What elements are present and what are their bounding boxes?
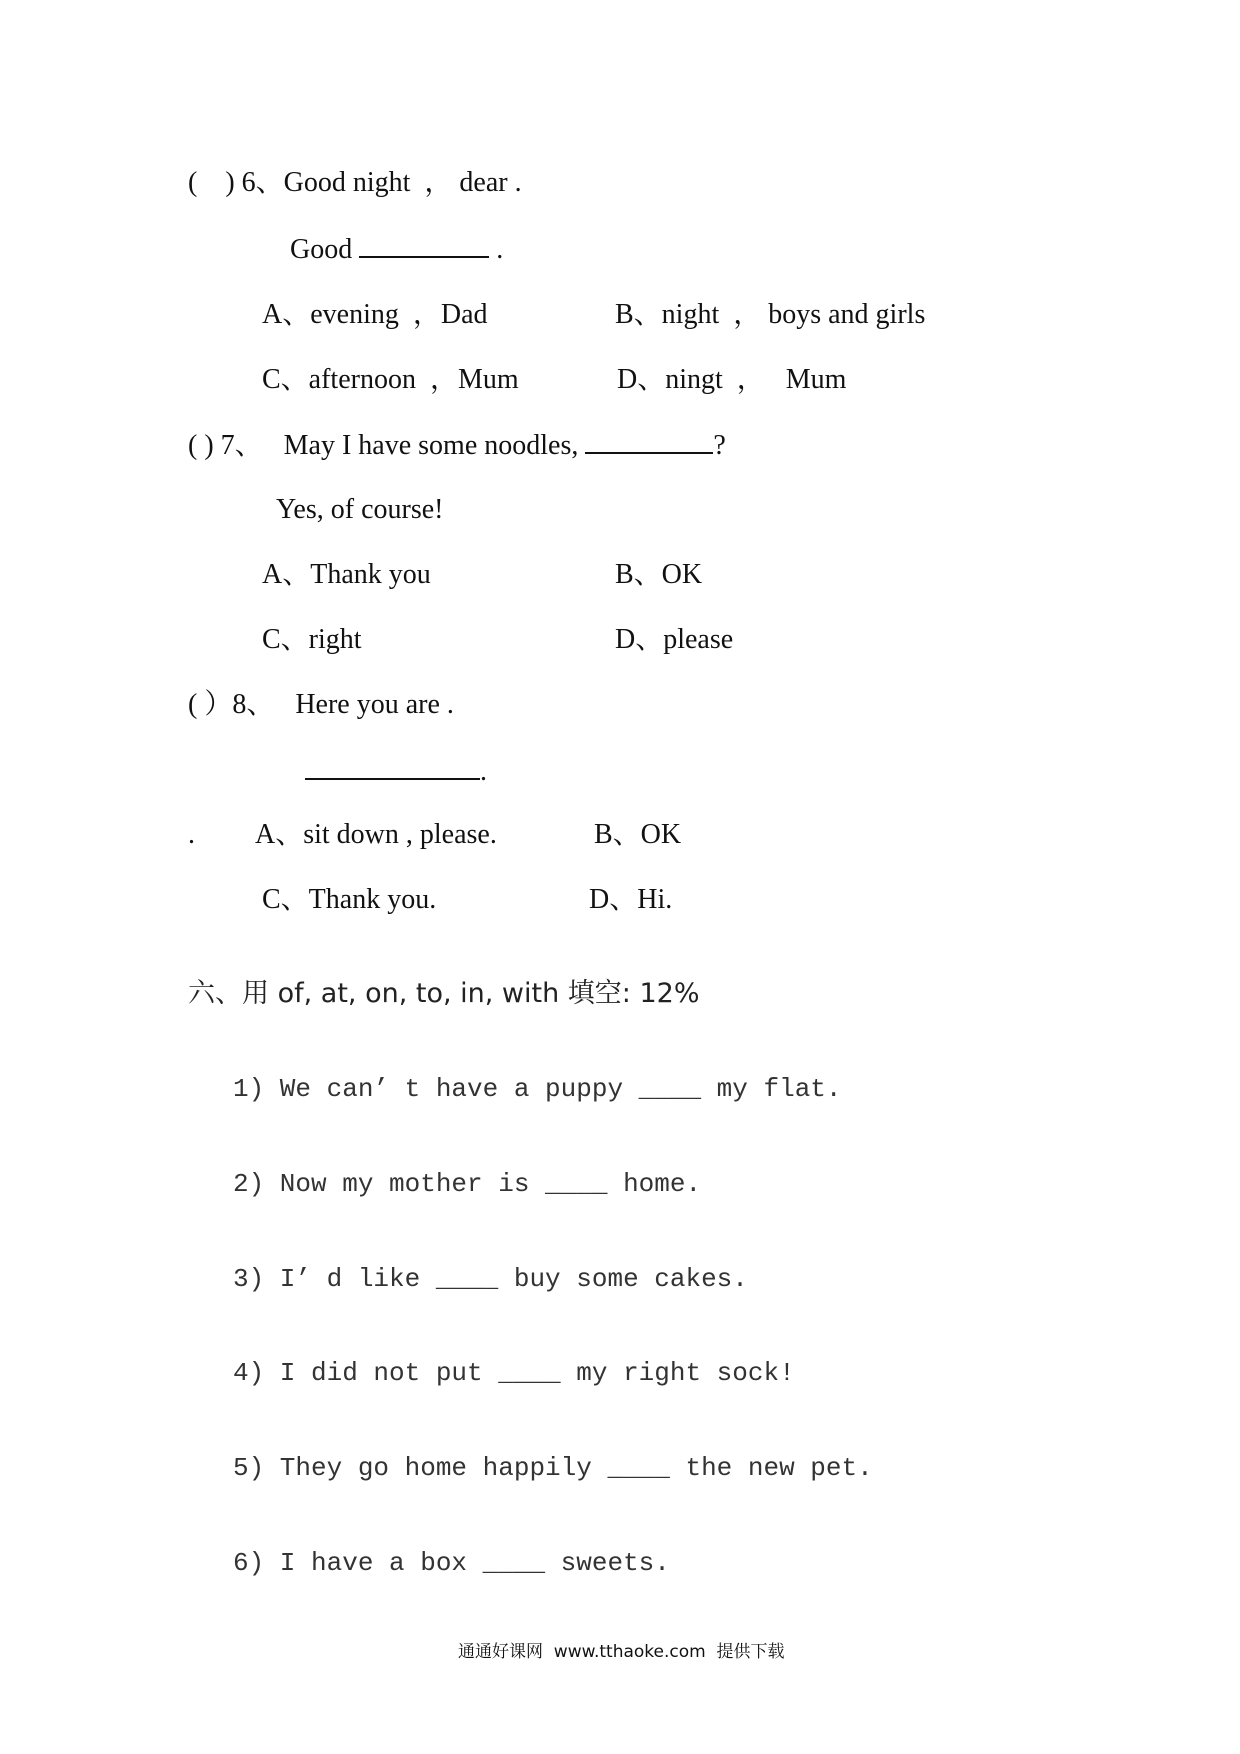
q6-stem: ( ) 6、Good night ， dear . <box>188 167 522 198</box>
q8-option-a: A、sit down , please. <box>255 819 497 850</box>
q6-answer-blank[interactable] <box>359 232 489 258</box>
q8-option-c: C、Thank you. <box>262 884 437 915</box>
q7-stem-text: ( ) 7、 May I have some noodles, <box>188 430 586 461</box>
q6-option-a: A、evening ，Dad <box>262 299 488 330</box>
q8-option-d: D、Hi. <box>589 884 673 915</box>
q8-dot: . <box>188 819 195 850</box>
q6-reply-prefix: Good <box>290 234 353 265</box>
fill-item-4: 4) I did not put ____ my right sock! <box>233 1358 795 1388</box>
fill-item-2: 2) Now my mother is ____ home. <box>233 1169 702 1199</box>
q6-option-c: C、afternoon ，Mum <box>262 364 519 395</box>
q7-reply: Yes, of course! <box>276 494 444 525</box>
q6-reply-suffix: . <box>489 234 504 265</box>
q7-stem-suffix: ? <box>713 430 726 461</box>
fill-item-5: 5) They go home happily ____ the new pet. <box>233 1453 873 1483</box>
fill-item-6: 6) I have a box ____ sweets. <box>233 1548 670 1578</box>
q6-option-b: B、night ， boys and girls <box>615 299 926 330</box>
section-six-heading: 六、用 of, at, on, to, in, with 填空: 12% <box>188 978 700 1009</box>
q7-option-b: B、OK <box>615 559 703 590</box>
fill-item-3: 3) I’ d like ____ buy some cakes. <box>233 1264 748 1294</box>
q8-answer-blank[interactable] <box>305 754 480 780</box>
q6-option-d: D、ningt ， Mum <box>617 364 847 395</box>
q8-reply-suffix: . <box>480 756 487 787</box>
page-footer: 通通好课网 www.tthaoke.com 提供下载 <box>458 1642 785 1662</box>
q7-option-d: D、please <box>615 624 734 655</box>
q8-reply <box>305 754 487 789</box>
q6-reply <box>290 232 503 267</box>
q7-stem <box>188 428 726 463</box>
q7-option-a: A、Thank you <box>262 559 431 590</box>
q8-option-b: B、OK <box>594 819 682 850</box>
fill-item-1: 1) We can’ t have a puppy ____ my flat. <box>233 1074 842 1104</box>
q8-stem: ( ）8、 Here you are . <box>188 689 454 720</box>
q7-answer-blank[interactable] <box>585 428 713 454</box>
q7-option-c: C、right <box>262 624 362 655</box>
